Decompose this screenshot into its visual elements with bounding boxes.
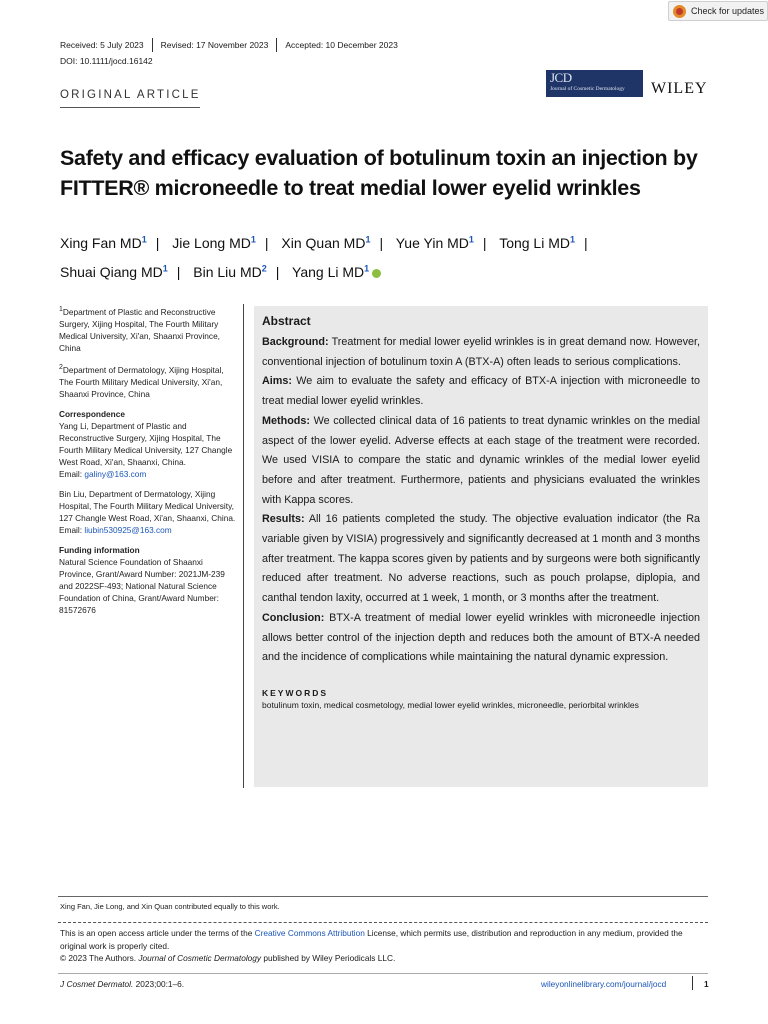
- correspondence-heading: Correspondence: [59, 408, 125, 419]
- abstract-box: [254, 306, 708, 787]
- affiliation-1: $^1$Department of Plastic and Reconstructive Surgery, Xijing Hospital, The Fourth Military Medical University, Xi'an, Shaanxi Province, China: [59, 306, 220, 353]
- abstract-methods: Methods: We collected clinical data of 16 patients to treat dynamic wrinkles on the medial aspect of the lower eyelid. Adverse effects at each stage of the treatment were recorded. We used VISIA to compare the static and dynamic wrinkles of the medial lower eyelid before and after treatment. Furthermore, patients and physicians evaluated the wrinkles with Kappa scores.: [262, 414, 700, 506]
- journal-logo-abbrev: JCD: [550, 70, 572, 85]
- article-title: Safety and efficacy evaluation of botulinum toxin an injection by FITTER® microneedle to treat medial lower eyelid wrinkles: [60, 146, 698, 200]
- author-list: Xing Fan $MD^1$ | Jie Long $MD^1$ | Xin Quan $MD^1$ | Yue Yin $MD^1$ | Tong Li $MD^1$ | Shuai Qiang $MD^1$ | Bin Liu $MD^2$ | Yang Li $MD^1$: [60, 234, 588, 281]
- article-type-underline: [60, 107, 200, 108]
- footer-rule: [58, 973, 708, 974]
- journal-url-link[interactable]: wileyonlinelibrary.com/journal/jocd: [541, 979, 667, 989]
- cc-license-link[interactable]: Creative Commons Attribution: [254, 928, 365, 938]
- abstract-aims: Aims: We aim to evaluate the safety and efficacy of BTX-A injection with microneedle to treat medial lower eyelid wrinkles.: [262, 375, 700, 408]
- author[interactable]: Shuai Qiang $MD^1$: [60, 263, 168, 281]
- accepted-date: Accepted: 10 December 2023: [285, 40, 398, 50]
- abstract-background: Background: Treatment for medial lower eyelid wrinkles is in great demand now. However, conventional injection of botulinum toxin A (BTX-A) often leads to serious complications.: [262, 336, 700, 368]
- abstract-conclusion: Conclusion: BTX-A treatment of medial lower eyelid wrinkles with microneedle injection allows better control of the injection depth and reduces both the amount of BTX-A needed and the incidence of complications while maintaining the natural dynamic expression.: [262, 611, 700, 664]
- doi: DOI: 10.1111/jocd.16142: [60, 56, 153, 66]
- funding-text: Natural Science Foundation of Shaanxi Province, Grant/Award Number: 2021JM-239 and 2022SF-493; National Natural Science Foundation of China, Grant/Award Number: 81572676: [59, 556, 225, 615]
- update-badge-icon: [673, 5, 686, 18]
- date-separator: [276, 38, 277, 52]
- affiliation-2: $^2$Department of Dermatology, Xijing Hospital, The Fourth Military Medical University, Xi'an, Shaanxi Province, China: [59, 363, 224, 399]
- funding: [59, 544, 237, 616]
- footnote-rule: [58, 896, 708, 897]
- correspondence-1: Yang Li, Department of Plastic and Reconstructive Surgery, Xijing Hospital, The Fourth Military Medical University, 127 Changle West Road, Xi'an, Shaanxi, China. Email: galiny@163.com: [59, 420, 233, 479]
- funding-heading: Funding information: [59, 544, 140, 555]
- page-number: 1: [704, 979, 709, 989]
- abstract-results: Results: All 16 patients completed the study. The objective evaluation indicator (the Ra variable given by VISIA) progressively and significantly decreased at 1 month and 3 months after treatment. The kappa scores given by patients and by surgeons were both significantly reduced after treatment. No adverse reactions, such as pouch prolapse, diplopia, and canthal tendon laxity, occurred at 1 week, 1 month, or 3 months after the treatment.: [262, 513, 700, 605]
- author[interactable]: Tong Li $MD^1$: [499, 234, 576, 251]
- publisher-logo[interactable]: WILEY: [651, 80, 708, 97]
- abstract-heading: Abstract: [262, 314, 311, 328]
- author[interactable]: Yue Yin $MD^1$: [395, 234, 474, 251]
- author[interactable]: Yang Li $MD^1$: [292, 263, 370, 281]
- revised-date: Revised: 17 November 2023: [160, 40, 269, 50]
- received-date: Received: 5 July 2023: [60, 40, 144, 50]
- column-divider: [243, 304, 244, 788]
- author[interactable]: Jie Long $MD^1$: [172, 234, 256, 251]
- author[interactable]: Bin Liu $MD^2$: [193, 263, 267, 281]
- author[interactable]: Xin Quan $MD^1$: [281, 234, 371, 251]
- date-separator: [152, 38, 153, 52]
- footer-separator: [692, 976, 693, 990]
- email-link[interactable]: galiny@163.com: [84, 468, 147, 479]
- article-type: ORIGINAL ARTICLE: [60, 89, 201, 101]
- journal-logo[interactable]: [546, 70, 643, 97]
- license-rule: [58, 922, 708, 923]
- journal-logo-name: Journal of Cosmetic Dermatology: [550, 86, 625, 92]
- keywords-heading: KEYWORDS: [262, 687, 329, 698]
- left-sidebar: [59, 304, 237, 624]
- correspondence: [59, 408, 237, 480]
- orcid-icon[interactable]: [372, 269, 381, 278]
- author[interactable]: Xing Fan $MD^1$: [60, 234, 147, 251]
- article-dates: [60, 38, 398, 52]
- email-link[interactable]: liubin530925@163.com: [84, 524, 172, 535]
- citation: J Cosmet Dermatol. 2023;00:1–6.: [60, 979, 185, 989]
- correspondence-2: Bin Liu, Department of Dermatology, Xijing Hospital, The Fourth Military Medical University, 127 Changle West Road, Xi'an, Shaanxi, China. Email: liubin530925@163.com: [59, 488, 236, 535]
- license-text: This is an open access article under the terms of the Creative Commons Attribution License, which permits use, distribution and reproduction in any medium, provided the original work is properly cited. © 2023 The Authors. Journal of Cosmetic Dermatology published by Wiley Periodicals LLC.: [60, 928, 683, 963]
- check-for-updates-label: Check for updates: [691, 6, 765, 16]
- equal-contribution-note: Xing Fan, Jie Long, and Xin Quan contributed equally to this work.: [60, 902, 280, 911]
- keywords: botulinum toxin, medical cosmetology, medial lower eyelid wrinkles, microneedle, periorbital wrinkles: [262, 699, 639, 710]
- check-for-updates-button[interactable]: [668, 1, 768, 21]
